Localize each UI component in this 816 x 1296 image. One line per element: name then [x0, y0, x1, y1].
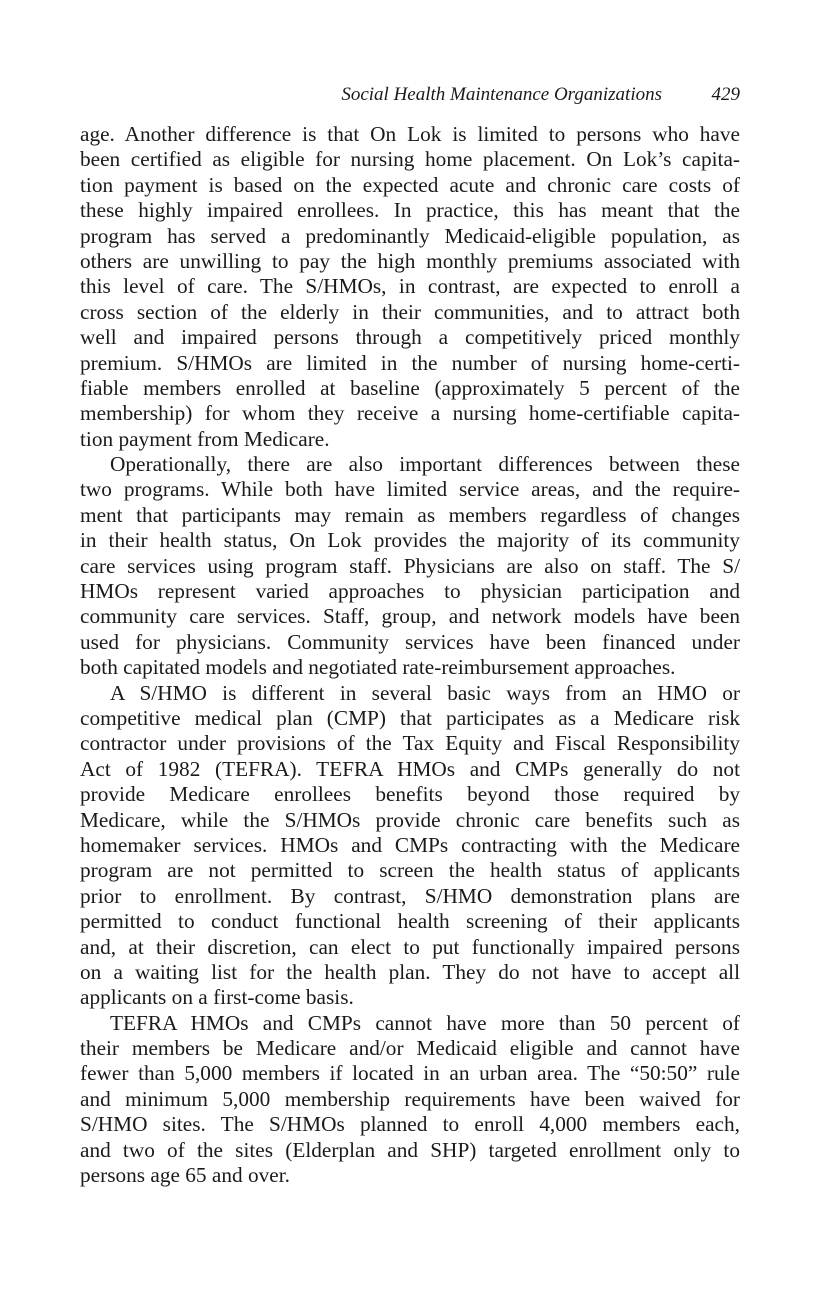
text-line: in their health status, On Lok provides the majority of its community — [80, 528, 740, 553]
text-line: prior to enrollment. By contrast, S/HMO demonstration plans are — [80, 883, 740, 908]
text-line: contractor under provisions of the Tax Equity and Fiscal Responsibility — [80, 731, 740, 756]
text-line: A S/HMO is different in several basic ways from an HMO or — [110, 680, 740, 705]
text-line: Medicare, while the S/HMOs provide chronic care benefits such as — [80, 807, 740, 832]
text-line: TEFRA HMOs and CMPs cannot have more than 50 percent of — [110, 1010, 740, 1035]
text-line: age. Another difference is that On Lok is limited to persons who have — [80, 122, 740, 146]
text-line: Act of 1982 (TEFRA). TEFRA HMOs and CMPs generally do not — [80, 756, 740, 781]
text-line: permitted to conduct functional health screening of their applicants — [80, 909, 740, 934]
text-line: cross section of the elderly in their communities, and to attract both — [80, 299, 740, 324]
text-line: used for physicians. Community services have been financed under — [80, 629, 740, 654]
text-line: premium. S/HMOs are limited in the number of nursing home-certi- — [80, 350, 740, 375]
paragraph — [80, 122, 740, 452]
text-line: community care services. Staff, group, and network models have been — [80, 604, 740, 629]
page-number: 429 — [711, 84, 740, 105]
text-line: program has served a predominantly Medicaid-eligible population, as — [80, 223, 740, 248]
text-line: been certified as eligible for nursing home placement. On Lok’s capita- — [80, 147, 740, 172]
text-line: others are unwilling to pay the high monthly premiums associated with — [80, 248, 740, 273]
paragraph — [80, 681, 740, 1011]
text-line: applicants on a first-come basis. — [80, 985, 354, 1010]
text-line: tion payment is based on the expected acute and chronic care costs of — [80, 172, 740, 197]
running-title: Social Health Maintenance Organizations — [341, 84, 662, 105]
text-line: ment that participants may remain as members regardless of changes — [80, 502, 740, 527]
page-header — [80, 84, 740, 110]
text-line: membership) for whom they receive a nursing home-certifiable capita- — [80, 401, 740, 426]
text-line: two programs. While both have limited service areas, and the require- — [80, 477, 740, 502]
text-line: fiable members enrolled at baseline (approximately 5 percent of the — [80, 375, 740, 400]
text-line: program are not permitted to screen the health status of applicants — [80, 858, 740, 883]
text-line: and two of the sites (Elderplan and SHP) targeted enrollment only to — [80, 1137, 740, 1162]
text-line: provide Medicare enrollees benefits beyond those required by — [80, 782, 740, 807]
text-line: competitive medical plan (CMP) that participates as a Medicare risk — [80, 705, 740, 730]
text-line: these highly impaired enrollees. In practice, this has meant that the — [80, 198, 740, 223]
text-line: HMOs represent varied approaches to physician participation and — [80, 579, 740, 604]
text-line: and minimum 5,000 membership requirements have been waived for — [80, 1086, 740, 1111]
text-line: this level of care. The S/HMOs, in contrast, are expected to enroll a — [80, 274, 740, 299]
text-line: persons age 65 and over. — [80, 1163, 290, 1188]
paragraph — [80, 452, 740, 681]
text-line: and, at their discretion, can elect to put functionally impaired persons — [80, 934, 740, 959]
text-line: care services using program staff. Physicians are also on staff. The S/ — [80, 553, 740, 578]
text-line: both capitated models and negotiated rate-reimbursement approaches. — [80, 655, 676, 680]
text-line: well and impaired persons through a competitively priced monthly — [80, 325, 740, 350]
text-line: tion payment from Medicare. — [80, 426, 330, 451]
text-line: fewer than 5,000 members if located in an urban area. The “50:50” rule — [80, 1061, 740, 1086]
text-line: on a waiting list for the health plan. They do not have to accept all — [80, 959, 740, 984]
text-line: homemaker services. HMOs and CMPs contracting with the Medicare — [80, 832, 740, 857]
text-line: Operationally, there are also important differences between these — [110, 452, 740, 477]
paragraph — [80, 1011, 740, 1189]
body-text — [80, 122, 740, 1188]
text-line: S/HMO sites. The S/HMOs planned to enroll 4,000 members each, — [80, 1112, 740, 1137]
text-line: their members be Medicare and/or Medicaid eligible and cannot have — [80, 1036, 740, 1061]
